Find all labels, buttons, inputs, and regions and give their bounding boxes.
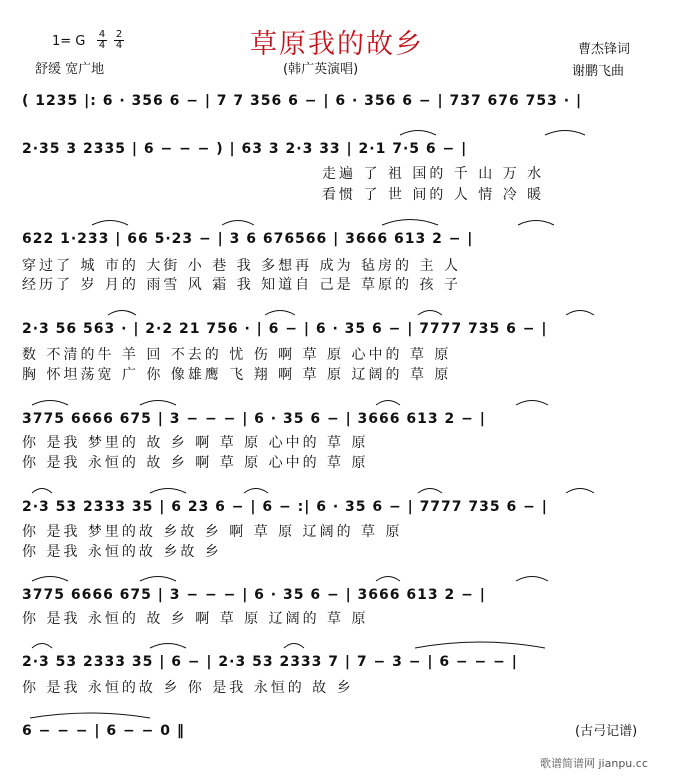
notation-row: ( 1235 |: 6 · 356 6 − | 7 7 356 6 − | 6 · 356 6 − | 737 676 753 · |	[22, 93, 583, 109]
lyric-line-verse1: 你 是我 永恒的故 乡 你 是我 永恒的 故 乡	[22, 680, 354, 696]
notation-row: 3775 6666 675 | 3 − − − | 6 · 35 6 − | 3666 613 2 − |	[22, 587, 486, 603]
lyric-line-verse1: 你 是我 永恒的 故 乡 啊 草 原 辽阔的 草 原	[22, 611, 369, 627]
slur-arc	[30, 713, 150, 718]
notation-row: 2·3 56 563 · | 2·2 21 756 · | 6 − | 6 · 35 6 − | 7777 735 6 − |	[22, 321, 548, 337]
slur-arc	[244, 489, 268, 494]
lyric-line-verse1: 你 是我 梦里的 故 乡 啊 草 原 心中的 草 原	[22, 435, 369, 451]
slur-arc	[400, 131, 436, 136]
slur-arc	[415, 642, 545, 648]
slur-arc	[150, 644, 186, 649]
time-sig-top: 4	[98, 29, 106, 40]
slur-arc	[516, 577, 548, 582]
time-sig-bottom: 4	[115, 40, 123, 51]
singer-credit: (韩广英演唱)	[283, 62, 359, 77]
composer-credit: 谢鹏飞曲	[572, 64, 625, 79]
slur-arc	[518, 221, 554, 226]
transcriber-credit: (古弓记谱)	[575, 724, 638, 739]
slur-arc	[140, 401, 176, 406]
time-sig-top: 2	[115, 29, 123, 40]
slur-arc	[265, 311, 295, 316]
tempo-marking: 舒缓 宽广地	[35, 62, 105, 77]
slur-arc	[382, 220, 438, 226]
notation-row: 6 − − − | 6 − − 0 ‖	[22, 723, 185, 739]
slur-arc	[32, 401, 68, 406]
lyric-text: 看惯 了 世 间的 人 情 冷 暖	[322, 187, 545, 203]
key-signature: 1= G	[52, 34, 86, 49]
notation-row: 2·3 53 2333 35 | 6 23 6 − | 6 − :| 6 · 35 6 − | 7777 735 6 − |	[22, 499, 548, 515]
slur-arc	[32, 489, 52, 494]
slur-arc	[222, 221, 254, 226]
notation-row: 622 1·233 | 66 5·23 − | 3 6 676566 | 3666 613 2 − |	[22, 231, 474, 247]
lyric-line-verse2: 经历了 岁 月的 雨雪 风 霜 我 知道自 己是 草原的 孩 子	[22, 277, 461, 293]
slur-arc	[418, 489, 442, 494]
slur-arc	[32, 577, 68, 582]
slur-arc	[376, 577, 400, 582]
notation-row: 3775 6666 675 | 3 − − − | 6 · 35 6 − | 3666 613 2 − |	[22, 411, 486, 427]
lyric-line-verse1: 你 是我 梦里的故 乡故 乡 啊 草 原 辽阔的 草 原	[22, 524, 403, 540]
slur-group	[30, 131, 594, 719]
time-sig-bottom: 4	[98, 40, 106, 51]
song-title: 草原我的故乡	[250, 29, 424, 60]
lyric-line-verse1: 穿过了 城 市的 大街 小 巷 我 多想再 成为 毡房的 主 人	[22, 258, 461, 274]
lyricist-credit: 曹杰锋词	[578, 42, 631, 57]
slur-arc	[545, 131, 585, 136]
lyric-text: 走遍 了 祖 国的 千 山 万 水	[322, 166, 545, 182]
slur-arc	[92, 221, 128, 226]
lyric-line-verse1: 数 不清的牛 羊 回 不去的 忧 伤 啊 草 原 心中的 草 原	[22, 347, 452, 363]
notation-row: 2·3 53 2333 35 | 6 − | 2·3 53 2333 7 | 7 − 3 − | 6 − − − |	[22, 654, 518, 670]
slur-arc	[284, 644, 304, 649]
lyric-line-verse2: 你 是我 永恒的故 乡故 乡	[22, 544, 222, 560]
slur-arc	[566, 311, 594, 316]
slur-arc	[150, 489, 186, 494]
slur-arc	[140, 577, 176, 582]
lyric-line-verse2: 你 是我 永恒的 故 乡 啊 草 原 心中的 草 原	[22, 455, 369, 471]
site-watermark: 歌谱简谱网 jianpu.cc	[540, 757, 648, 770]
slur-arc	[376, 401, 400, 406]
slur-arc	[418, 311, 442, 316]
slur-arc	[566, 489, 594, 494]
slur-arc	[32, 644, 52, 649]
lyric-line-verse2: 胸 怀坦荡宽 广 你 像雄鹰 飞 翔 啊 草 原 辽阔的 草 原	[22, 367, 452, 383]
slur-arc	[108, 311, 136, 316]
notation-row: 2·35 3 2335 | 6 − − − ) | 63 3 2·3 33 | 2·1 7·5 6 − |	[22, 141, 468, 157]
slur-arc	[516, 401, 548, 406]
